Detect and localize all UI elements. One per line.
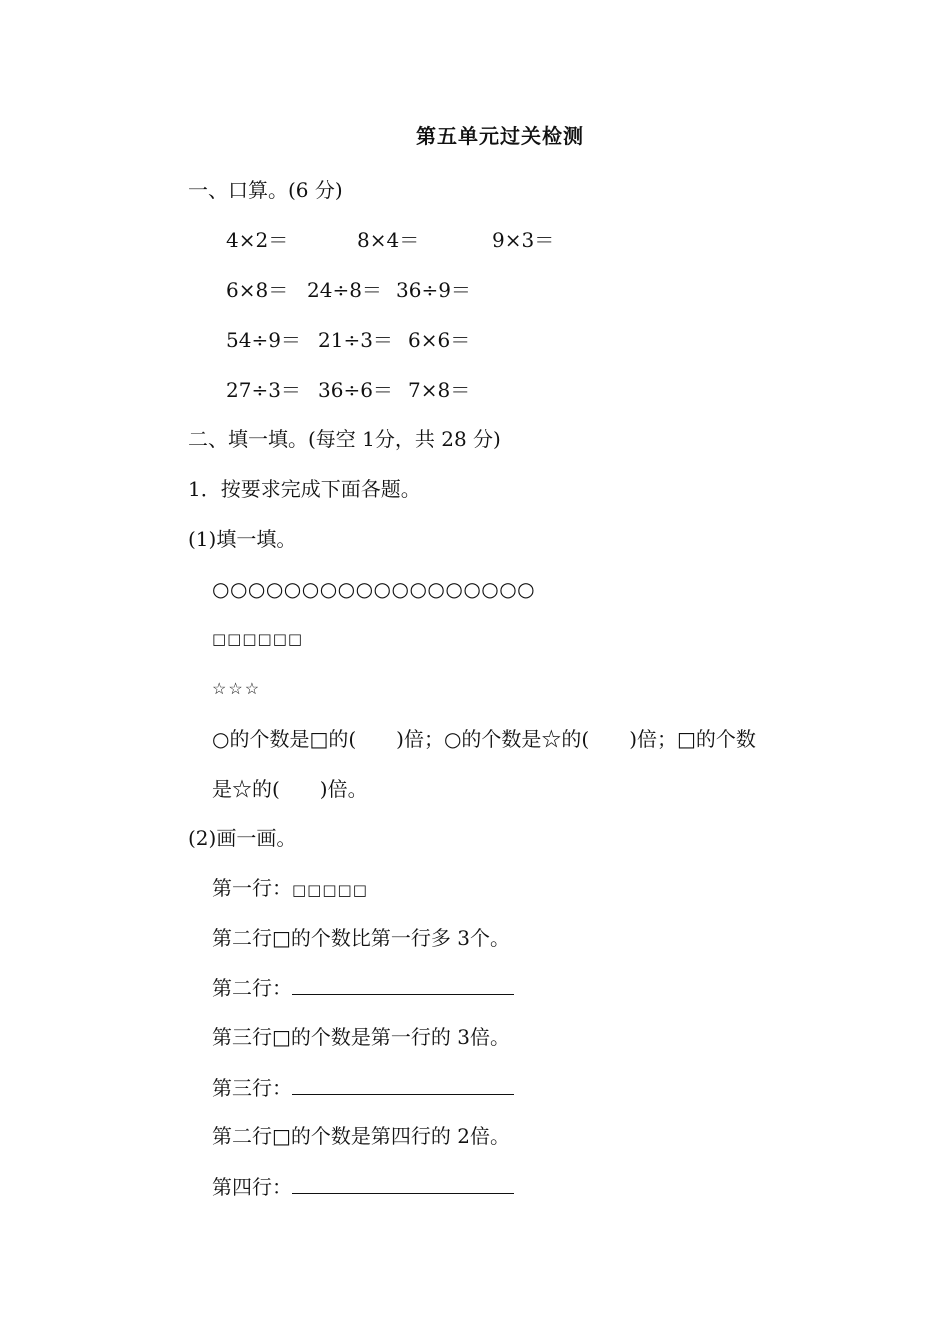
- math-item: 27÷3＝: [226, 378, 301, 402]
- math-item: 54÷9＝: [226, 328, 301, 352]
- section1-heading: 一、口算。(6 分): [188, 178, 343, 202]
- instruction-row-4: 第二行□的个数是第四行的 2倍。: [212, 1124, 510, 1148]
- circle-shapes-row: ○○○○○○○○○○○○○○○○○○: [212, 577, 536, 601]
- row-3-line: [212, 1072, 514, 1103]
- row-1-squares: □□□□□: [292, 881, 368, 899]
- square-shapes-row: □□□□□□: [212, 630, 304, 648]
- math-item: 4×2＝: [226, 228, 289, 252]
- question-1: 1．按要求完成下面各题。: [188, 477, 421, 501]
- row-1-label: 第一行：: [212, 876, 292, 900]
- row-3-label: 第三行：: [212, 1076, 292, 1100]
- row-1-line: [212, 873, 368, 905]
- row-2-answer-blank[interactable]: [292, 972, 514, 995]
- instruction-row-3: 第三行□的个数是第一行的 3倍。: [212, 1025, 510, 1049]
- row-4-line: [212, 1171, 514, 1202]
- page-title: 第五单元过关检测: [416, 124, 584, 148]
- math-item: 7×8＝: [408, 378, 471, 402]
- math-item: 24÷8＝: [307, 278, 382, 302]
- math-item: 8×4＝: [357, 228, 420, 252]
- part-2-label: (2)画一画。: [188, 826, 297, 850]
- row-2-label: 第二行：: [212, 976, 292, 1000]
- math-item: 36÷9＝: [396, 278, 471, 302]
- math-item: 6×6＝: [408, 328, 471, 352]
- row-4-answer-blank[interactable]: [292, 1171, 514, 1194]
- fill-blank-text-1: ○的个数是□的( )倍；○的个数是☆的( )倍；□的个数: [212, 727, 756, 751]
- fill-blank-text-2: 是☆的( )倍。: [212, 777, 368, 801]
- row-2-line: [212, 972, 514, 1003]
- row-3-answer-blank[interactable]: [292, 1072, 514, 1095]
- math-item: 6×8＝: [226, 278, 289, 302]
- part-1-label: (1)填一填。: [188, 527, 297, 551]
- math-item: 36÷6＝: [318, 378, 393, 402]
- star-shapes-row: ☆☆☆: [212, 679, 262, 698]
- row-4-label: 第四行：: [212, 1175, 292, 1199]
- section2-heading: 二、填一填。(每空 1分，共 28 分): [188, 427, 501, 451]
- instruction-row-2: 第二行□的个数比第一行多 3个。: [212, 926, 510, 950]
- math-item: 21÷3＝: [318, 328, 393, 352]
- math-item: 9×3＝: [492, 228, 555, 252]
